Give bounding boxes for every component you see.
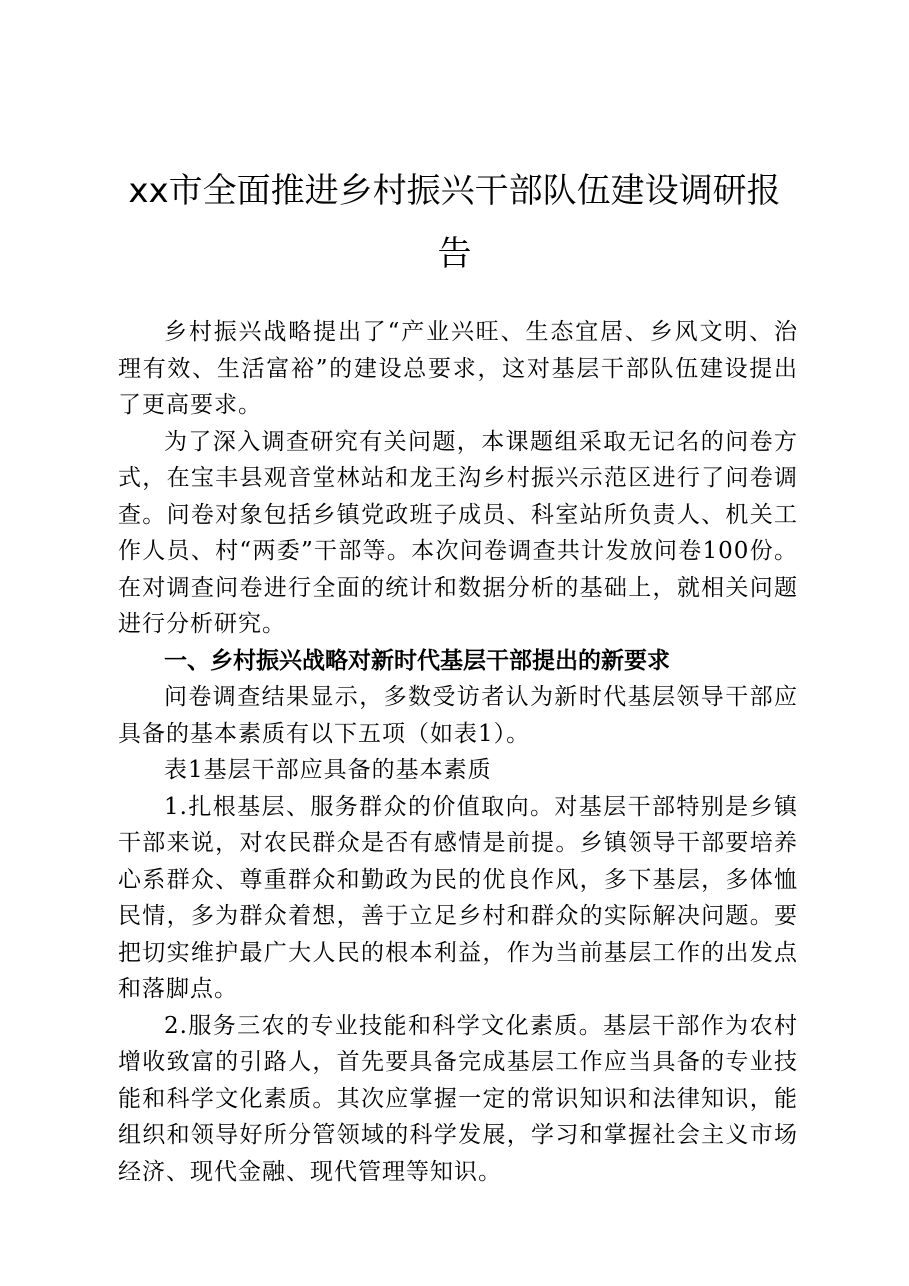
list-item-2: 2.服务三农的专业技能和科学文化素质。基层干部作为农村增收致富的引路人，首先要具备完成基层工作应当具备的专业技能和科学文化素质。其次应掌握一定的常识知识和法律知识，能组织和领导好所分管领域的科学发展，学习和掌握社会主义市场经济、现代金融、现代管理等知识。: [118, 1012, 798, 1185]
document-title: xx市全面推进乡村振兴干部队伍建设调研报告: [128, 171, 781, 274]
paragraph-intro: 乡村振兴战略提出了“产业兴旺、生态宜居、乡风文明、治理有效、生活富裕”的建设总要求，这对基层干部队伍建设提出了更高要求。: [118, 319, 798, 418]
section-heading-1: 一、乡村振兴战略对新时代基层干部提出的新要求: [164, 647, 670, 674]
list-item-1: 1.扎根基层、服务群众的价值取向。对基层干部特别是乡镇干部来说，对农民群众是否有感情是前提。乡镇领导干部要培养心系群众、尊重群众和勤政为民的优良作风，多下基层，多体恤民情，多为群众着想，善于立足乡村和群众的实际解决问题。要把切实维护最广大人民的根本利益，作为当前基层工作的出发点和落脚点。: [118, 793, 798, 1002]
paragraph-survey-method: 为了深入调查研究有关问题，本课题组采取无记名的问卷方式，在宝丰县观音堂林站和龙王沟乡村振兴示范区进行了问卷调查。问卷对象包括乡镇党政班子成员、科室站所负责人、机关工作人员、村“两委”干部等。本次问卷调查共计发放问卷100份。在对调查问卷进行全面的统计和数据分析的基础上，就相关问题进行分析研究。: [118, 428, 798, 637]
table-caption: 表1基层干部应具备的基本素质: [164, 757, 492, 783]
document-body: [118, 314, 798, 1190]
paragraph-survey-result: 问卷调查结果显示，多数受访者认为新时代基层领导干部应具备的基本素质有以下五项（如表1）。: [118, 684, 798, 747]
